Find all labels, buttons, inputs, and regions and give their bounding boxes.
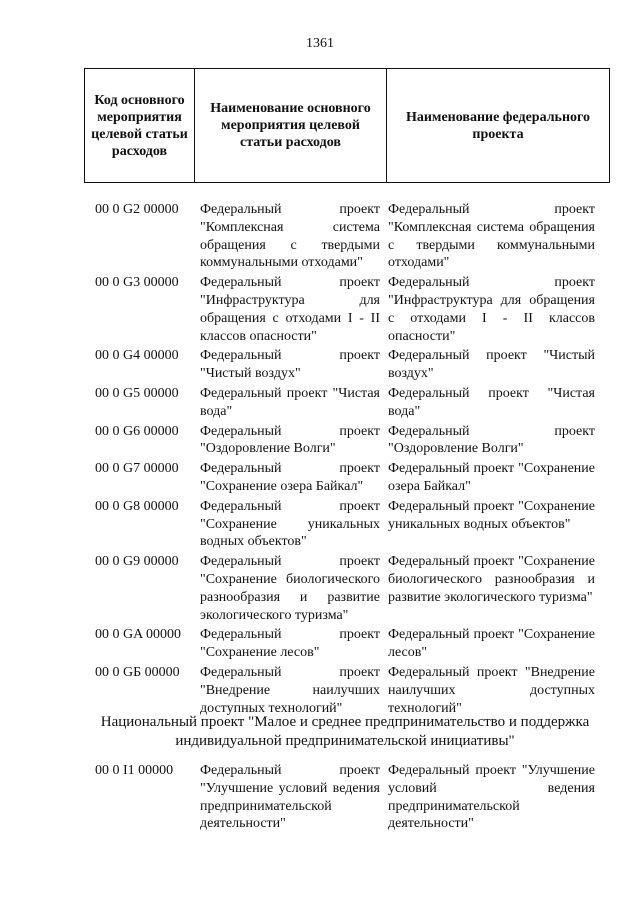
table-row [0,664,640,717]
row-project-name: Федеральный проект "Внедрение наилучших доступных технологий" [388,664,595,716]
row-project-name: Федеральный проект "Комплексная система обращения с твердыми коммунальными отходами" [388,202,595,271]
row-project-name: Федеральный проект "Улучшение условий ведения предпринимательской деятельности" [388,763,595,832]
row-code: 00 0 G6 00000 [95,423,179,439]
table-body [0,201,640,719]
row-event-name: Федеральный проект "Инфраструктура для обращения с отходами I - II классов опасности" [200,275,380,344]
row-code: 00 0 GA 00000 [95,627,181,643]
row-event-name: Федеральный проект "Сохранение озера Байкал" [200,461,380,494]
row-code: 00 0 G5 00000 [95,385,179,401]
table-row [0,626,640,662]
row-code: 00 0 G4 00000 [95,348,179,364]
row-code: 00 0 G3 00000 [95,275,179,291]
row-project-name: Федеральный проект "Сохранение озера Байкал" [388,461,595,494]
row-event-name: Федеральный проект "Улучшение условий ведения предпринимательской деятельности" [200,763,380,832]
row-project-name: Федеральный проект "Оздоровление Волги" [388,423,595,457]
row-event-name: Федеральный проект "Внедрение наилучших доступных технологий" [200,664,380,716]
table-row [0,274,640,345]
row-event-name: Федеральный проект "Сохранение уникальных водных объектов" [200,498,380,550]
table-row [0,423,640,459]
table-row [0,498,640,551]
row-project-name: Федеральный проект "Инфраструктура для обращения с отходами I - II классов опасности" [388,275,595,344]
row-event-name: Федеральный проект "Оздоровление Волги" [200,423,380,457]
table-header [84,68,610,183]
row-code: 00 0 GБ 00000 [95,664,180,680]
table-row [0,460,640,496]
table-row [0,385,640,421]
table-row [0,553,640,624]
header-project-name: Наименование федерального проекта [405,109,591,142]
header-event-name: Наименование основного мероприятия целевой статьи расходов [195,69,387,182]
table-body-section [0,762,640,835]
row-project-name: Федеральный проект "Сохранение биологического разнообразия и развитие экологического туризма" [388,554,595,605]
row-code: 00 0 G7 00000 [95,461,179,477]
row-code: 00 0 G9 00000 [95,554,179,570]
row-event-name: Федеральный проект "Сохранение лесов" [200,627,380,661]
header-code: Код основного мероприятия целевой статьи расходов [85,69,195,182]
page-number: 1361 [306,36,334,51]
row-event-name: Федеральный проект "Сохранение биологического разнообразия и развитие экологического туризма" [200,554,380,623]
row-code: 00 0 G2 00000 [95,202,179,217]
row-code: 00 0 I1 00000 [95,763,174,778]
row-project-name: Федеральный проект "Чистая вода" [388,385,595,419]
table-row [0,201,640,272]
row-project-name: Федеральный проект "Чистый воздух" [388,348,595,382]
table-row [0,762,640,833]
row-project-name: Федеральный проект "Сохранение уникальных водных объектов" [388,498,595,532]
row-event-name: Федеральный проект "Комплексная система обращения с твердыми коммунальными отходами" [200,202,380,271]
table-row [0,347,640,383]
row-project-name: Федеральный проект "Сохранение лесов" [388,627,595,661]
row-event-name: Федеральный проект "Чистая вода" [200,385,380,419]
section-title: Национальный проект "Малое и среднее предпринимательство и поддержка индивидуальной предпринимательской инициативы" [100,714,590,749]
row-event-name: Федеральный проект "Чистый воздух" [200,348,380,382]
row-code: 00 0 G8 00000 [95,498,179,514]
